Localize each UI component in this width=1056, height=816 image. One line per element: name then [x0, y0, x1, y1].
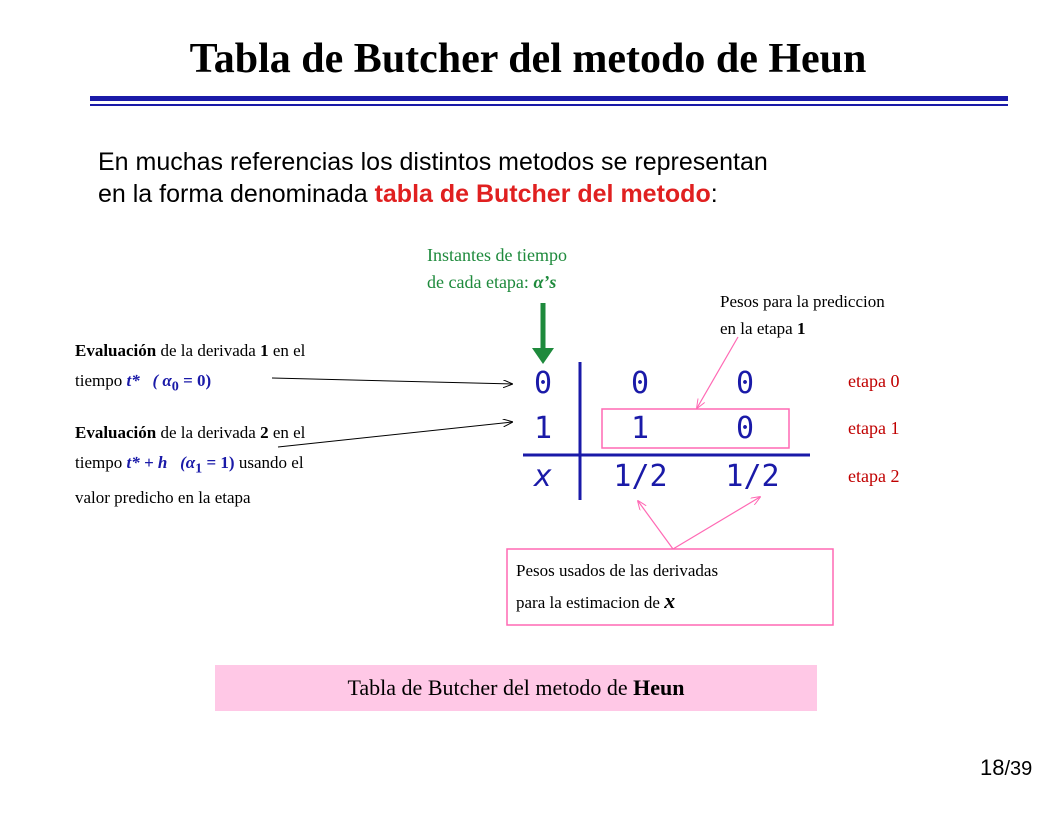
- alphas-line-2-pre: de cada etapa:: [427, 272, 534, 292]
- deriv-weights-line-2: [516, 586, 718, 618]
- intro-line-2-post: :: [710, 180, 718, 208]
- pred-weights-line-2-pre: en la etapa: [720, 319, 797, 338]
- eval1-line-2: [75, 366, 305, 401]
- eval1-time: t*: [126, 371, 140, 390]
- eval2-alpha: (α: [180, 453, 196, 472]
- tableau-c-0: 0: [533, 366, 553, 401]
- deriv-weights-symbol: x: [664, 588, 676, 613]
- eval2-end: en el: [268, 423, 306, 442]
- caption-text: Tabla de Butcher del metodo de: [347, 675, 634, 700]
- tableau-a-1-2: 0: [735, 411, 755, 446]
- intro-highlight: tabla de Butcher del metodo: [374, 180, 711, 208]
- caption-box: [215, 665, 817, 711]
- alphas-symbol: α’s: [533, 272, 557, 292]
- eval1-number: 1: [260, 341, 269, 360]
- eval1-end: en el: [268, 341, 306, 360]
- deriv-weights-line-2-pre: para la estimacion de: [516, 593, 665, 612]
- stage-label-1: etapa 1: [848, 418, 900, 438]
- eval1-arrow: [272, 378, 512, 384]
- pred-weights-annotation: [720, 288, 885, 342]
- pred-weights-line-1: Pesos para la prediccion: [720, 292, 885, 311]
- eval1-alpha: ( α: [152, 371, 172, 390]
- eval2-time-expr: [126, 453, 235, 477]
- eval1-time-expr: [126, 371, 212, 395]
- stage-label-0: etapa 0: [848, 371, 900, 391]
- eval2-alpha-sub: 1: [195, 460, 203, 477]
- eval2-time: t* + h: [126, 453, 168, 472]
- tableau-b-1: 1/2: [613, 459, 668, 494]
- page-current: 18: [980, 755, 1005, 780]
- eval1-bold: Evaluación: [75, 341, 157, 360]
- deriv-weights-annotation: [516, 556, 718, 618]
- eval1-annotation: [75, 336, 305, 401]
- tableau-a-1-1: 1: [630, 411, 650, 446]
- tableau-a-0-1: 0: [630, 366, 650, 401]
- eval2-line-3: valor predicho en la etapa: [75, 488, 251, 508]
- alphas-annotation: [427, 242, 567, 296]
- alphas-line-2: [427, 269, 567, 296]
- eval2-line-2-pre: tiempo: [75, 453, 127, 472]
- deriv-weights-arrow-2: [673, 497, 760, 549]
- eval1-mid: de la derivada: [156, 341, 261, 360]
- green-arrow-head: [532, 348, 554, 364]
- eval2-bold: Evaluación: [75, 423, 157, 442]
- tableau-a-0-2: 0: [735, 366, 755, 401]
- tableau-x-label: x: [533, 459, 553, 494]
- pred-weights-stage-number: 1: [796, 319, 806, 338]
- pred-weights-line-2: [720, 315, 885, 342]
- intro-line-1: En muchas referencias los distintos metodos se representan: [98, 148, 768, 176]
- eval2-number: 2: [260, 423, 269, 442]
- eval1-alpha-value: = 0): [178, 371, 212, 390]
- intro-line-2-pre: en la forma denominada: [98, 180, 375, 208]
- eval1-line-2-pre: tiempo: [75, 371, 127, 390]
- eval2-annotation: [75, 418, 305, 513]
- caption-bold: Heun: [633, 675, 685, 700]
- page-number: [980, 755, 1032, 781]
- eval1-alpha-sub: 0: [171, 378, 179, 395]
- slide-title: Tabla de Butcher del metodo de Heun: [189, 36, 867, 82]
- eval2-line-2: [75, 448, 305, 483]
- eval2-mid: de la derivada: [156, 423, 261, 442]
- eval2-line-2-post: usando el: [234, 453, 304, 472]
- deriv-weights-arrow-1: [638, 501, 673, 549]
- page-total: /39: [1004, 758, 1033, 780]
- eval2-alpha-value: = 1): [202, 453, 235, 472]
- alphas-line-1: Instantes de tiempo: [427, 245, 567, 265]
- eval2-arrow: [278, 422, 512, 447]
- eval1-line-1: [75, 336, 305, 366]
- eval2-line-1: [75, 418, 305, 448]
- deriv-weights-line-1: Pesos usados de las derivadas: [516, 561, 719, 580]
- tableau-c-1: 1: [533, 411, 553, 446]
- tableau-b-2: 1/2: [725, 459, 780, 494]
- stage-label-2: etapa 2: [848, 466, 900, 486]
